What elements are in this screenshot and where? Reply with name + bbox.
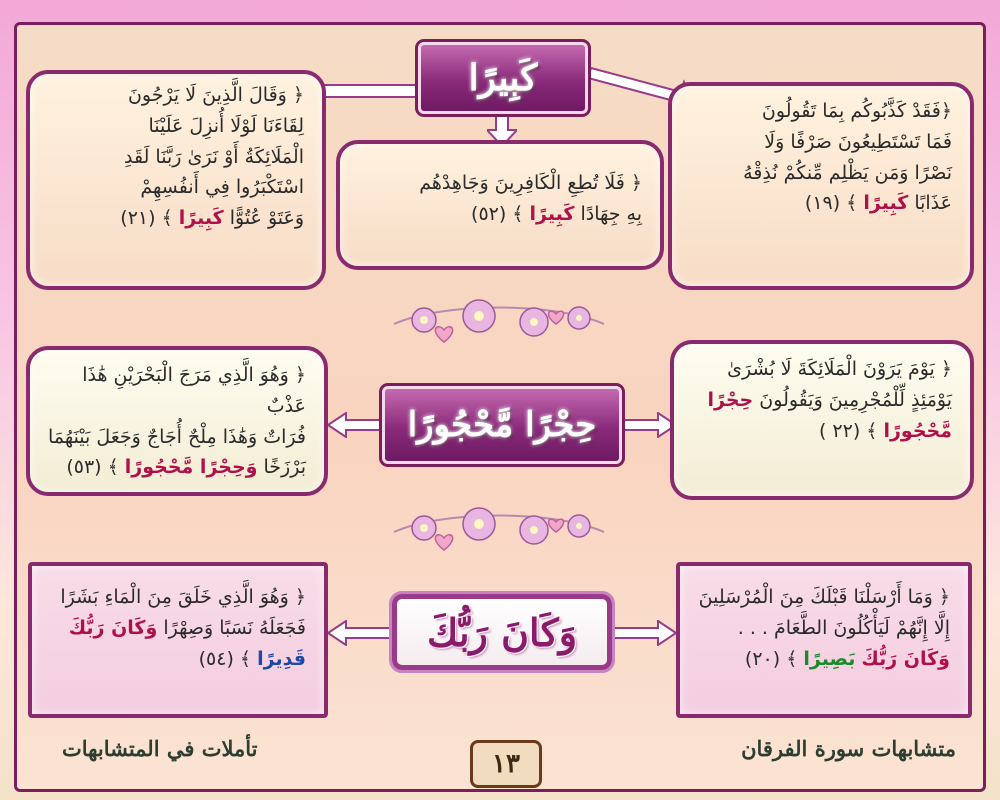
verse-52-line2	[358, 199, 642, 230]
verse-22-pre: يَوْمَئِذٍ لِّلْمُجْرِمِينَ وَيَقُولُونَ	[759, 388, 952, 411]
verse-22-ref: ﴾ (٢٢ )	[818, 419, 878, 442]
verse-21-ref: ﴾ (٢١)	[120, 207, 173, 230]
verse-52-ref: ﴾ (٥٢)	[471, 202, 524, 225]
verse-53-highlight: وَحِجْرًا مَّحْجُورًا	[124, 456, 258, 479]
verse-22-line2	[692, 385, 952, 416]
verse-box-22	[670, 340, 974, 500]
verse-20-line2: إِلَّا إِنَّهُمْ لَيَأْكُلُونَ الطَّعَامَ . . .	[737, 616, 950, 639]
verse-box-21	[26, 70, 326, 290]
verse-54-line2	[50, 613, 306, 644]
verse-20-line1: ﴿ وَمَا أَرْسَلْنَا قَبْلَكَ مِنَ الْمُرْسَلِينَ	[698, 586, 950, 608]
verse-19-highlight: كَبِيرًا	[863, 192, 909, 215]
footer-series-title: متشابهات سورة الفرقان	[741, 736, 956, 761]
verse-22-highlight-a: حِجْرًا	[707, 388, 754, 411]
verse-22-line3	[692, 416, 952, 447]
word-title-rabbuk-text: وَكَانَ رَبُّكَ	[426, 609, 578, 655]
flower-divider-icon	[384, 292, 614, 354]
verse-54-line3	[50, 644, 306, 675]
word-title-kabira-text: كَبِيرًا	[468, 57, 538, 99]
arrow-left-icon	[328, 412, 384, 438]
arrow-right-icon	[620, 412, 676, 438]
footer-book-title: تأملات في المتشابهات	[62, 736, 258, 761]
verse-53-line1: ﴿ وَهُوَ الَّذِي مَرَجَ الْبَحْرَيْنِ هَٰذَا عَذْبٌ	[82, 364, 306, 417]
verse-19-pre: عَذَابًا	[914, 192, 952, 215]
word-title-hijra	[382, 386, 622, 464]
verse-52-line1: ﴿ فَلَا تُطِعِ الْكَافِرِينَ وَجَاهِدْهُم	[419, 172, 642, 194]
verse-52-highlight: كَبِيرًا	[529, 202, 575, 225]
verse-54-highlight-a: وَكَانَ رَبُّكَ	[68, 616, 158, 639]
verse-53-pre: بَرْزَخًا	[263, 456, 306, 479]
verse-19-line4	[690, 188, 952, 219]
verse-box-19	[668, 82, 974, 290]
verse-54-ref: ﴾ (٥٤)	[198, 647, 252, 670]
page-number: ١٣	[470, 740, 542, 788]
verse-53-line2: فُرَاتٌ وَهَٰذَا مِلْحٌ أُجَاجٌ وَجَعَلَ بَيْنَهُمَا	[48, 425, 306, 448]
verse-19-line1: ﴿فَقَدْ كَذَّبُوكُم بِمَا تَقُولُونَ	[761, 100, 952, 122]
verse-22-highlight-b: مَّحْجُورًا	[883, 419, 952, 442]
word-title-kabira	[418, 42, 588, 114]
verse-21-highlight: كَبِيرًا	[178, 207, 224, 230]
verse-20-ref: ﴾ (٢٠)	[744, 647, 798, 670]
verse-21-line2: لِقَاءَنَا لَوْلَا أُنزِلَ عَلَيْنَا	[148, 114, 304, 137]
verse-box-52	[336, 140, 664, 270]
verse-52-pre: بِهِ جِهَادًا	[580, 202, 642, 225]
word-title-rabbuk	[392, 594, 612, 670]
verse-box-20	[676, 562, 972, 718]
verse-20-line3	[698, 644, 950, 675]
verse-box-53	[26, 346, 328, 496]
verse-19-line2: فَمَا تَسْتَطِيعُونَ صَرْفًا وَلَا	[764, 130, 952, 153]
verse-19-line3: نَصْرًا وَمَن يَظْلِم مِّنكُمْ نُذِقْهُ	[743, 161, 952, 184]
verse-21-line4: اسْتَكْبَرُوا فِي أَنفُسِهِمْ	[140, 176, 304, 199]
verse-20-highlight-a: وَكَانَ رَبُّكَ	[861, 647, 950, 670]
arrow-right-icon	[612, 620, 676, 646]
verse-54-line1: ﴿ وَهُوَ الَّذِي خَلَقَ مِنَ الْمَاءِ بَشَرًا	[60, 586, 306, 608]
verse-box-54	[28, 562, 328, 718]
verse-54-pre: فَجَعَلَهُ نَسَبًا وَصِهْرًا	[163, 616, 306, 639]
flower-divider-icon	[384, 500, 614, 562]
verse-21-pre: وَعَتَوْ عُتُوًّا	[229, 207, 304, 230]
word-title-hijra-text: حِجْرًا مَّحْجُورًا	[407, 405, 597, 445]
verse-21-line5	[48, 203, 304, 234]
verse-20-highlight-b: بَصِيرًا	[803, 647, 856, 670]
verse-19-ref: ﴾ (١٩)	[804, 192, 858, 215]
verse-21-line3: الْمَلَائِكَةُ أَوْ نَرَىٰ رَبَّنَا لَقَدِ	[124, 145, 304, 168]
verse-53-line3	[48, 452, 306, 483]
verse-54-highlight-b: قَدِيرًا	[257, 647, 306, 670]
verse-21-line1: ﴿ وَقَالَ الَّذِينَ لَا يَرْجُونَ	[127, 84, 304, 106]
verse-22-line1: ﴿ يَوْمَ يَرَوْنَ الْمَلَائِكَةَ لَا بُشْرَىٰ	[727, 358, 952, 380]
arrow-left-icon	[328, 620, 392, 646]
verse-53-ref: ﴾ (٥٣)	[66, 456, 119, 479]
